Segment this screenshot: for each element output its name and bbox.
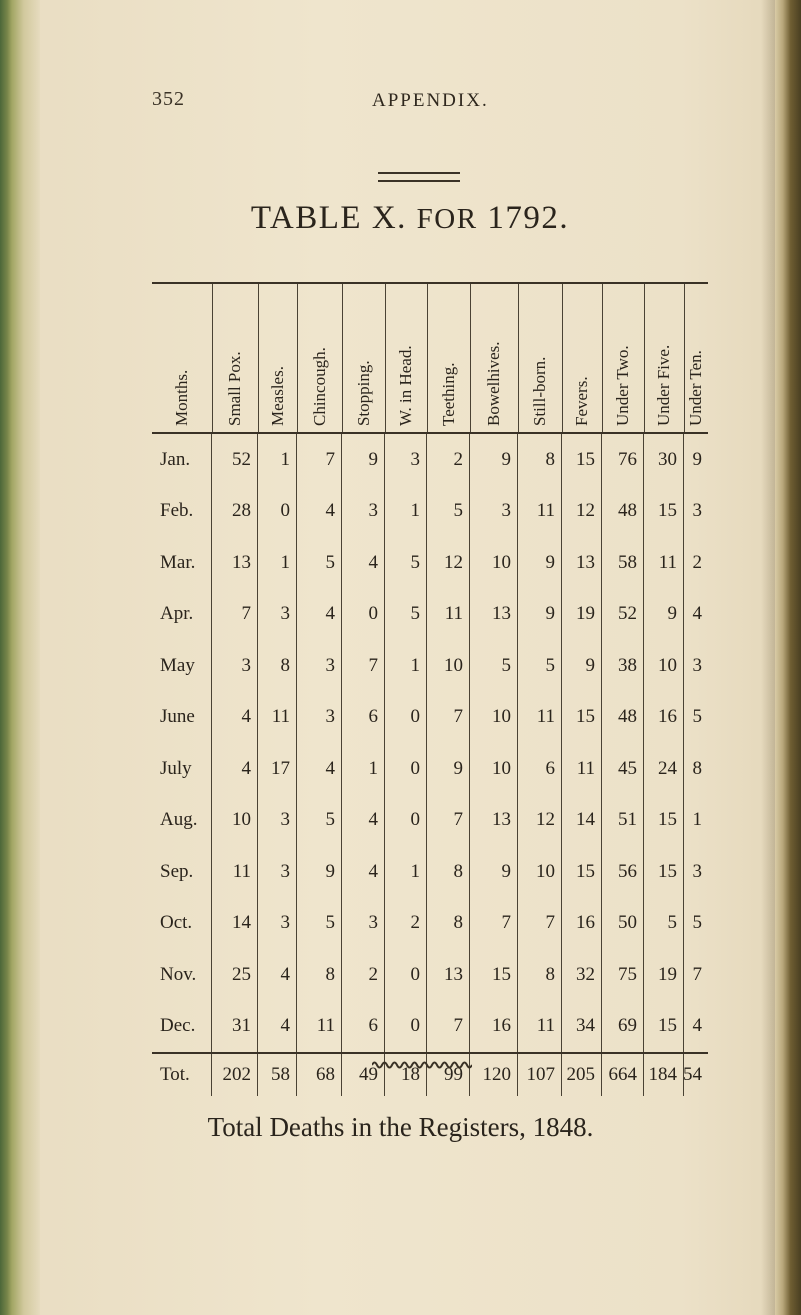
value-cell-w-in-head: 0 [385, 1001, 427, 1053]
column-header-teething [427, 284, 471, 434]
total-deaths-line: Total Deaths in the Registers, 1848. [207, 1112, 594, 1142]
column-header-label: Small Pox. [225, 351, 244, 426]
value-cell-small-pox: 10 [212, 795, 258, 847]
value-cell-chincough: 4 [297, 743, 342, 795]
wavy-ornament [372, 1060, 472, 1070]
value-cell-w-in-head: 0 [385, 949, 427, 1001]
table-row-jan [152, 434, 708, 486]
value-cell-measles: 3 [258, 589, 297, 641]
value-cell-bowelhives: 13 [470, 795, 518, 847]
table-row-mar [152, 537, 708, 589]
value-cell-w-in-head: 2 [385, 898, 427, 950]
value-cell-w-in-head: 0 [385, 692, 427, 744]
value-cell-under-five: 30 [644, 434, 684, 486]
value-cell-w-in-head: 5 [385, 537, 427, 589]
value-cell-small-pox: 11 [212, 846, 258, 898]
value-cell-bowelhives: 15 [470, 949, 518, 1001]
value-cell-bowelhives: 5 [470, 640, 518, 692]
total-cell-teething: 99 [427, 1054, 470, 1096]
table-header-row [152, 282, 708, 434]
value-cell-chincough: 5 [297, 898, 342, 950]
value-cell-bowelhives: 7 [470, 898, 518, 950]
value-cell-fevers: 9 [562, 640, 602, 692]
value-cell-under-five: 5 [644, 898, 684, 950]
column-header-stopping [342, 284, 386, 434]
value-cell-under-five: 24 [644, 743, 684, 795]
table-row-aug [152, 795, 708, 847]
value-cell-under-ten: 5 [692, 706, 702, 728]
value-cell-under-ten: 4 [692, 603, 702, 625]
value-cell-under-ten: 7 [692, 963, 702, 985]
value-cell-stopping: 1 [342, 743, 385, 795]
month-cell: Mar. [152, 537, 212, 589]
column-header-fevers [562, 284, 603, 434]
value-cell-fevers: 15 [562, 692, 602, 744]
value-cell-teething: 13 [427, 949, 470, 1001]
value-cell-teething: 10 [427, 640, 470, 692]
table-title-suffix: FOR [416, 203, 478, 235]
value-cell-teething: 7 [427, 1001, 470, 1053]
value-cell-under-ten: 3 [692, 500, 702, 522]
total-cell-small-pox: 202 [212, 1054, 258, 1096]
value-cell-bowelhives: 9 [470, 434, 518, 486]
value-cell-under-five: 16 [644, 692, 684, 744]
value-cell-chincough: 9 [297, 846, 342, 898]
value-cell-still-born: 9 [518, 537, 562, 589]
running-head: APPENDIX. [372, 90, 489, 111]
value-cell-under-five: 15 [644, 486, 684, 538]
value-cell-w-in-head: 0 [385, 743, 427, 795]
value-cell-small-pox: 4 [212, 743, 258, 795]
value-cell-chincough: 4 [297, 589, 342, 641]
value-cell-under-two: 56 [602, 846, 644, 898]
total-cell-still-born: 107 [518, 1054, 562, 1096]
value-cell-measles: 3 [258, 846, 297, 898]
month-cell: Feb. [152, 486, 212, 538]
value-cell-under-ten: 9 [692, 448, 702, 470]
value-cell-measles: 8 [258, 640, 297, 692]
value-cell-fevers: 19 [562, 589, 602, 641]
month-cell: July [152, 743, 212, 795]
table-total-row [152, 1052, 708, 1096]
value-cell-teething: 7 [427, 795, 470, 847]
table-body [152, 434, 708, 1052]
column-header-months [152, 284, 213, 434]
value-cell-teething: 8 [427, 898, 470, 950]
value-cell-bowelhives: 10 [470, 743, 518, 795]
column-header-label: Fevers. [572, 376, 591, 426]
column-header-label: Bowelhives. [484, 341, 503, 426]
column-header-label: W. in Head. [396, 345, 415, 426]
column-header-measles [258, 284, 298, 434]
value-cell-still-born: 12 [518, 795, 562, 847]
total-cell-under-two: 664 [602, 1054, 644, 1096]
value-cell-under-five: 15 [644, 1001, 684, 1053]
value-cell-under-two: 51 [602, 795, 644, 847]
value-cell-still-born: 7 [518, 898, 562, 950]
total-cell-stopping: 49 [342, 1054, 385, 1096]
value-cell-under-two: 50 [602, 898, 644, 950]
total-cell-chincough: 68 [297, 1054, 342, 1096]
value-cell-chincough: 3 [297, 640, 342, 692]
table-title [200, 200, 620, 237]
value-cell-small-pox: 31 [212, 1001, 258, 1053]
value-cell-measles: 0 [258, 486, 297, 538]
value-cell-chincough: 5 [297, 537, 342, 589]
value-cell-still-born: 11 [518, 1001, 562, 1053]
table-row-june [152, 692, 708, 744]
value-cell-under-ten: 5 [692, 912, 702, 934]
total-label-cell: Tot. [152, 1054, 212, 1096]
table-row-may [152, 640, 708, 692]
value-cell-bowelhives: 16 [470, 1001, 518, 1053]
table-row-apr [152, 589, 708, 641]
page-number: 352 [152, 88, 185, 110]
value-cell-w-in-head: 5 [385, 589, 427, 641]
value-cell-chincough: 3 [297, 692, 342, 744]
month-cell: Aug. [152, 795, 212, 847]
value-cell-measles: 3 [258, 795, 297, 847]
column-header-bowelhives [470, 284, 519, 434]
value-cell-teething: 12 [427, 537, 470, 589]
value-cell-chincough: 11 [297, 1001, 342, 1053]
value-cell-w-in-head: 0 [385, 795, 427, 847]
value-cell-stopping: 4 [342, 795, 385, 847]
column-header-label: Under Five. [654, 344, 673, 426]
value-cell-stopping: 6 [342, 1001, 385, 1053]
value-cell-under-five: 15 [644, 795, 684, 847]
value-cell-under-ten: 8 [692, 757, 702, 779]
value-cell-chincough: 8 [297, 949, 342, 1001]
value-cell-bowelhives: 9 [470, 846, 518, 898]
value-cell-chincough: 7 [297, 434, 342, 486]
mortality-table [152, 282, 708, 1096]
value-cell-under-five: 10 [644, 640, 684, 692]
value-cell-still-born: 6 [518, 743, 562, 795]
value-cell-stopping: 3 [342, 898, 385, 950]
value-cell-stopping: 9 [342, 434, 385, 486]
table-row-july [152, 743, 708, 795]
value-cell-under-ten: 4 [692, 1015, 702, 1037]
value-cell-under-ten: 3 [692, 860, 702, 882]
value-cell-w-in-head: 1 [385, 640, 427, 692]
column-header-under-five [644, 284, 685, 434]
value-cell-chincough: 4 [297, 486, 342, 538]
value-cell-fevers: 34 [562, 1001, 602, 1053]
value-cell-bowelhives: 3 [470, 486, 518, 538]
value-cell-under-two: 48 [602, 692, 644, 744]
value-cell-bowelhives: 10 [470, 692, 518, 744]
value-cell-measles: 11 [258, 692, 297, 744]
value-cell-small-pox: 4 [212, 692, 258, 744]
column-header-under-two [602, 284, 645, 434]
column-header-label: Stopping. [353, 360, 373, 426]
value-cell-still-born: 5 [518, 640, 562, 692]
value-cell-under-five: 19 [644, 949, 684, 1001]
value-cell-fevers: 15 [562, 846, 602, 898]
value-cell-under-two: 52 [602, 589, 644, 641]
value-cell-under-five: 9 [644, 589, 684, 641]
value-cell-small-pox: 14 [212, 898, 258, 950]
column-header-still-born [518, 284, 563, 434]
column-header-label: Measles. [267, 366, 287, 426]
value-cell-w-in-head: 1 [385, 486, 427, 538]
value-cell-under-two: 38 [602, 640, 644, 692]
value-cell-still-born: 8 [518, 434, 562, 486]
total-cell-measles: 58 [258, 1054, 297, 1096]
month-cell: June [152, 692, 212, 744]
table-row-feb [152, 486, 708, 538]
value-cell-stopping: 2 [342, 949, 385, 1001]
column-header-label: Months. [172, 369, 191, 426]
value-cell-under-two: 75 [602, 949, 644, 1001]
value-cell-teething: 8 [427, 846, 470, 898]
value-cell-under-two: 58 [602, 537, 644, 589]
value-cell-teething: 9 [427, 743, 470, 795]
value-cell-under-ten: 3 [692, 654, 702, 676]
value-cell-under-five: 15 [644, 846, 684, 898]
value-cell-stopping: 4 [342, 537, 385, 589]
value-cell-still-born: 11 [518, 692, 562, 744]
value-cell-small-pox: 25 [212, 949, 258, 1001]
value-cell-w-in-head: 1 [385, 846, 427, 898]
value-cell-teething: 2 [427, 434, 470, 486]
value-cell-measles: 17 [258, 743, 297, 795]
value-cell-under-two: 69 [602, 1001, 644, 1053]
total-cell-bowelhives: 120 [470, 1054, 518, 1096]
value-cell-fevers: 16 [562, 898, 602, 950]
month-cell: Oct. [152, 898, 212, 950]
value-cell-small-pox: 7 [212, 589, 258, 641]
value-cell-stopping: 0 [342, 589, 385, 641]
value-cell-teething: 11 [427, 589, 470, 641]
value-cell-under-two: 45 [602, 743, 644, 795]
table-title-year: 1792. [487, 200, 570, 236]
total-cell-under-five: 184 [644, 1054, 684, 1096]
value-cell-still-born: 8 [518, 949, 562, 1001]
month-cell: Apr. [152, 589, 212, 641]
value-cell-measles: 4 [258, 949, 297, 1001]
month-cell: Sep. [152, 846, 212, 898]
value-cell-under-two: 76 [602, 434, 644, 486]
value-cell-small-pox: 52 [212, 434, 258, 486]
value-cell-measles: 4 [258, 1001, 297, 1053]
table-row-sep [152, 846, 708, 898]
value-cell-fevers: 32 [562, 949, 602, 1001]
value-cell-measles: 1 [258, 537, 297, 589]
value-cell-stopping: 4 [342, 846, 385, 898]
value-cell-teething: 7 [427, 692, 470, 744]
value-cell-teething: 5 [427, 486, 470, 538]
column-header-under-ten [684, 284, 708, 434]
value-cell-under-five: 11 [644, 537, 684, 589]
value-cell-chincough: 5 [297, 795, 342, 847]
value-cell-fevers: 13 [562, 537, 602, 589]
value-cell-still-born: 9 [518, 589, 562, 641]
month-cell: Nov. [152, 949, 212, 1001]
table-row-dec [152, 1001, 708, 1053]
column-header-small-pox [212, 284, 259, 434]
value-cell-measles: 1 [258, 434, 297, 486]
column-header-label: Still-born. [530, 356, 549, 426]
value-cell-stopping: 7 [342, 640, 385, 692]
value-cell-fevers: 14 [562, 795, 602, 847]
value-cell-still-born: 10 [518, 846, 562, 898]
value-cell-w-in-head: 3 [385, 434, 427, 486]
table-title-main: TABLE X. [250, 200, 407, 236]
total-cell-under-ten: 54 [683, 1064, 702, 1085]
column-header-label: Under Ten. [686, 350, 705, 426]
value-cell-under-ten: 2 [692, 551, 702, 573]
value-cell-under-ten: 1 [692, 809, 702, 831]
value-cell-fevers: 12 [562, 486, 602, 538]
value-cell-measles: 3 [258, 898, 297, 950]
total-cell-w-in-head: 18 [385, 1054, 427, 1096]
table-row-oct [152, 898, 708, 950]
value-cell-fevers: 11 [562, 743, 602, 795]
value-cell-small-pox: 28 [212, 486, 258, 538]
column-header-label: Teething. [438, 362, 458, 426]
column-header-label: Under Two. [613, 345, 632, 426]
total-cell-fevers: 205 [562, 1054, 602, 1096]
value-cell-small-pox: 13 [212, 537, 258, 589]
column-header-label: Chincough. [309, 347, 329, 426]
month-cell: May [152, 640, 212, 692]
value-cell-stopping: 6 [342, 692, 385, 744]
month-cell: Dec. [152, 1001, 212, 1053]
value-cell-bowelhives: 13 [470, 589, 518, 641]
table-row-nov [152, 949, 708, 1001]
value-cell-small-pox: 3 [212, 640, 258, 692]
value-cell-bowelhives: 10 [470, 537, 518, 589]
month-cell: Jan. [152, 434, 212, 486]
value-cell-stopping: 3 [342, 486, 385, 538]
value-cell-under-two: 48 [602, 486, 644, 538]
value-cell-still-born: 11 [518, 486, 562, 538]
value-cell-fevers: 15 [562, 434, 602, 486]
column-header-w-in-head [385, 284, 428, 434]
column-header-chincough [297, 284, 343, 434]
title-double-rule [378, 172, 460, 182]
